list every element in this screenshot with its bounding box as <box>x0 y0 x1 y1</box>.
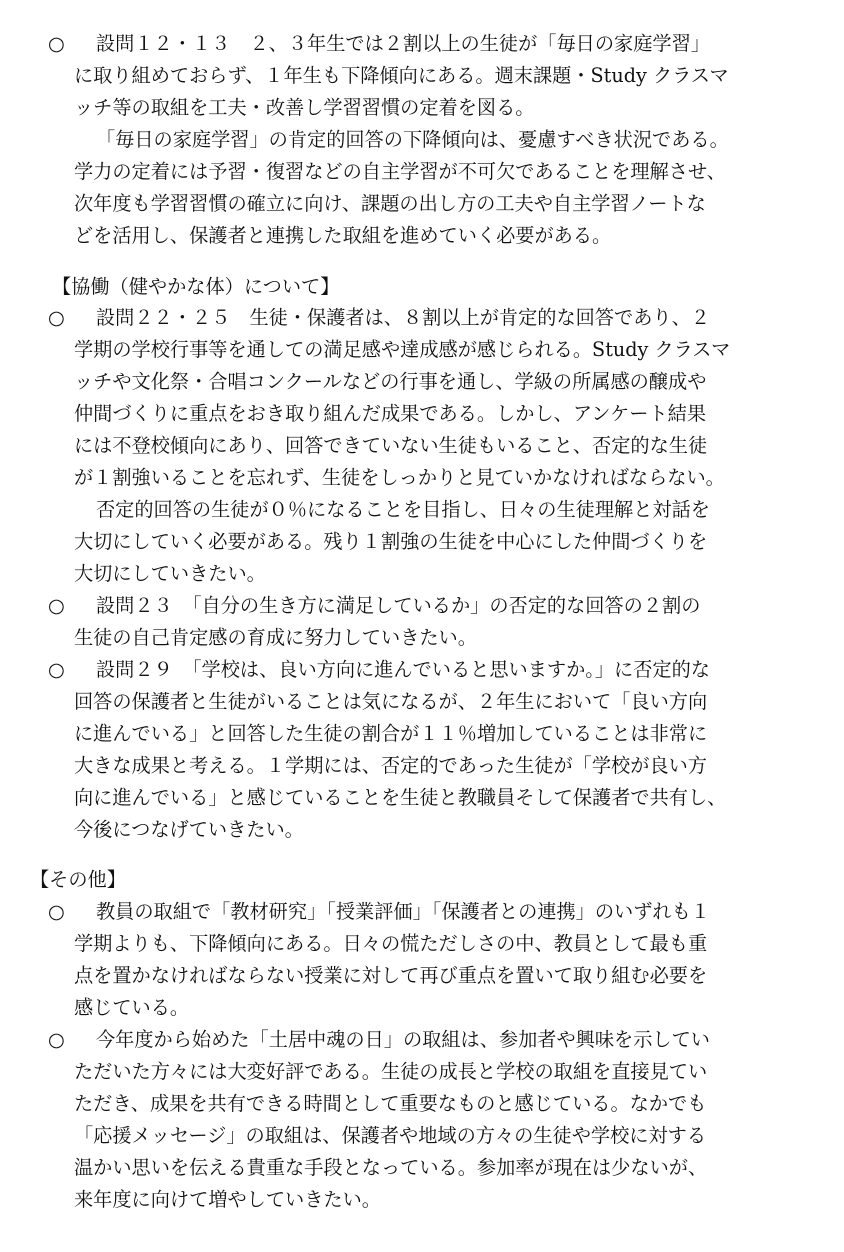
section-heading: 【協働（健やかな体）について】 <box>52 275 340 298</box>
paragraph-line: 次年度も学習習慣の確立に向け、課題の出し方の工夫や自主学習ノートな <box>74 192 706 215</box>
section-heading: 【その他】 <box>30 868 126 891</box>
bullet-marker: ○ <box>48 1028 65 1051</box>
paragraph-line: 大切にしていく必要がある。残り１割強の生徒を中心にした仲間づくりを <box>74 530 708 553</box>
paragraph-line: 感じている。 <box>74 996 190 1019</box>
paragraph-line: 向に進んでいる」と感じていることを生徒と教職員そして保護者で共有し、 <box>74 786 727 809</box>
bullet-marker: ○ <box>48 306 65 329</box>
paragraph-line: 大きな成果と考える。１学期には、否定的であった生徒が「学校が良い方 <box>74 754 707 777</box>
paragraph-line: 学力の定着には予習・復習などの自主学習が不可欠であることを理解させ、 <box>74 160 726 183</box>
paragraph-line: 学期の学校行事等を通しての満足感や達成感が感じられる。Study クラスマ <box>74 338 731 361</box>
paragraph-line: に進んでいる」と回答した生徒の割合が１１％増加していることは非常に <box>74 722 708 745</box>
bullet-marker: ○ <box>48 900 65 923</box>
paragraph-line: ッチや文化祭・合唱コンクールなどの行事を通し、学級の所属感の醸成や <box>74 370 707 393</box>
paragraph-line: 点を置かなければならない授業に対して再び重点を置いて取り組む必要を <box>74 964 708 987</box>
paragraph-line: が１割強いることを忘れず、生徒をしっかりと見ていかなければならない。 <box>74 466 725 489</box>
paragraph-line: 大切にしていきたい。 <box>74 562 266 585</box>
paragraph-line: どを活用し、保護者と連携した取組を進めていく必要がある。 <box>74 224 612 247</box>
paragraph-line: ただき、成果を共有できる時間として重要なものと感じている。なかでも <box>74 1092 707 1115</box>
paragraph-line: 設問２３ 「自分の生き方に満足しているか」の否定的な回答の２割の <box>96 594 701 617</box>
paragraph-line: には不登校傾向にあり、回答できていない生徒もいること、否定的な生徒 <box>74 434 708 457</box>
paragraph-line: 設問２９ 「学校は、良い方向に進んでいると思いますか。」に否定的な <box>96 658 710 681</box>
paragraph-line: 温かい思いを伝える貴重な手段となっている。参加率が現在は少ないが、 <box>74 1156 708 1179</box>
bullet-marker: ○ <box>48 32 65 55</box>
paragraph-line: 否定的回答の生徒が０％になることを目指し、日々の生徒理解と対話を <box>96 498 710 521</box>
paragraph-line: 今年度から始めた「土居中魂の日」の取組は、参加者や興味を示してい <box>96 1028 710 1051</box>
paragraph-line: 生徒の自己肯定感の育成に努力していきたい。 <box>74 626 477 649</box>
paragraph-line: 「応援メッセージ」の取組は、保護者や地域の方々の生徒や学校に対する <box>74 1124 707 1147</box>
paragraph-line: 来年度に向けて増やしていきたい。 <box>74 1188 381 1211</box>
paragraph-line: ッチ等の取組を工夫・改善し学習習慣の定着を図る。 <box>74 96 535 119</box>
paragraph-line: 設問１２・１３ ２、３年生では２割以上の生徒が「毎日の家庭学習」 <box>96 32 710 55</box>
bullet-marker: ○ <box>48 594 65 617</box>
paragraph-line: 教員の取組で「教材研究」「授業評価」「保護者との連携」のいずれも１ <box>96 900 710 923</box>
paragraph-line: 学期よりも、下降傾向にある。日々の慌ただしさの中、教員として最も重 <box>74 932 708 955</box>
paragraph-line: 「毎日の家庭学習」の肯定的回答の下降傾向は、憂慮すべき状況である。 <box>96 128 729 151</box>
paragraph-line: 今後につなげていきたい。 <box>74 818 304 841</box>
paragraph-line: 回答の保護者と生徒がいることは気になるが、２年生において「良い方向 <box>74 690 708 713</box>
paragraph-line: に取り組めておらず、１年生も下降傾向にある。週末課題・Study クラスマ <box>74 64 729 87</box>
bullet-marker: ○ <box>48 658 65 681</box>
paragraph-line: 仲間づくりに重点をおき取り組んだ成果である。しかし、アンケート結果 <box>74 402 707 425</box>
paragraph-line: ただいた方々には大変好評である。生徒の成長と学校の取組を直接見てい <box>74 1060 708 1083</box>
paragraph-line: 設問２２・２５ 生徒・保護者は、８割以上が肯定的な回答であり、２ <box>96 306 710 329</box>
